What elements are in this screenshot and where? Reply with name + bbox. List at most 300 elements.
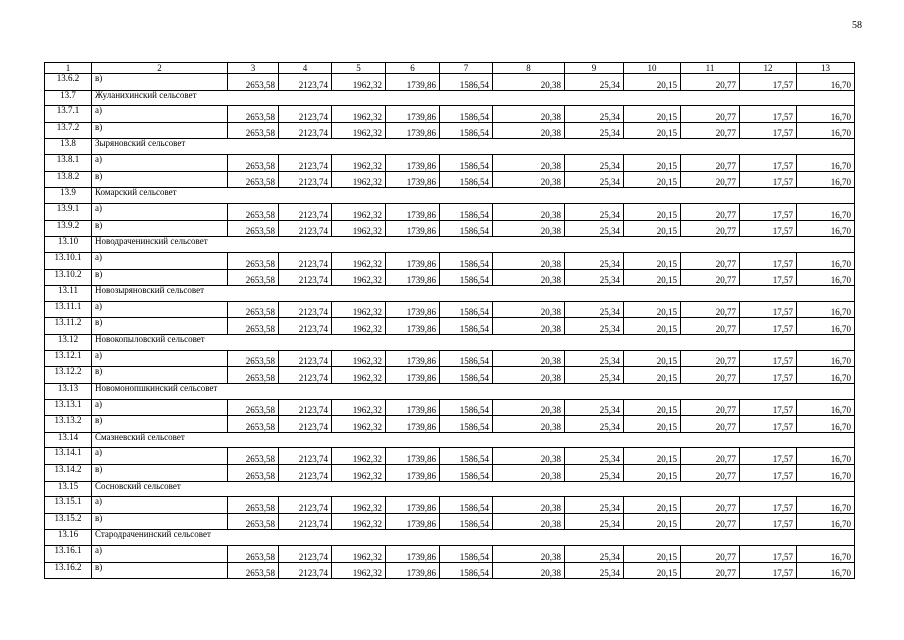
- value-cell: 1586,54: [440, 465, 493, 482]
- column-header: 6: [386, 63, 440, 74]
- value-cell: 20,77: [681, 252, 740, 269]
- value-cell: 2653,58: [228, 546, 279, 563]
- row-code: 13.13.2: [45, 416, 92, 433]
- value-cell: 1962,32: [332, 252, 386, 269]
- row-variant: в): [92, 318, 228, 335]
- value-cell: 25,34: [565, 204, 624, 221]
- value-cell: 17,57: [740, 74, 797, 91]
- row-variant: а): [92, 106, 228, 123]
- value-cell: 20,77: [681, 204, 740, 221]
- value-cell: 20,77: [681, 448, 740, 465]
- value-cell: 2123,74: [279, 562, 332, 579]
- value-cell: 2123,74: [279, 497, 332, 514]
- value-cell: 17,57: [740, 301, 797, 318]
- column-header: 9: [565, 63, 624, 74]
- value-cell: 20,15: [624, 155, 681, 172]
- value-cell: 1962,32: [332, 171, 386, 188]
- value-cell: 20,77: [681, 74, 740, 91]
- value-cell: 17,57: [740, 350, 797, 367]
- value-cell: 2653,58: [228, 562, 279, 579]
- value-cell: 1586,54: [440, 513, 493, 530]
- value-cell: 20,38: [493, 318, 565, 335]
- row-variant: в): [92, 416, 228, 433]
- table-row: [45, 497, 855, 514]
- row-variant: а): [92, 155, 228, 172]
- value-cell: 1962,32: [332, 74, 386, 91]
- table-row: [45, 301, 855, 318]
- value-cell: 17,57: [740, 367, 797, 384]
- value-cell: 20,38: [493, 122, 565, 139]
- value-cell: 25,34: [565, 367, 624, 384]
- section-row: [45, 237, 855, 253]
- column-header: 8: [493, 63, 565, 74]
- page-number: 58: [852, 20, 862, 31]
- row-variant: а): [92, 204, 228, 221]
- value-cell: 17,57: [740, 416, 797, 433]
- value-cell: 20,38: [493, 155, 565, 172]
- value-cell: 20,38: [493, 399, 565, 416]
- value-cell: 1739,86: [386, 465, 440, 482]
- value-cell: 1739,86: [386, 122, 440, 139]
- value-cell: 2123,74: [279, 546, 332, 563]
- table-row: [45, 74, 855, 91]
- table-row: [45, 367, 855, 384]
- section-code: 13.10: [45, 237, 92, 253]
- value-cell: 2653,58: [228, 155, 279, 172]
- value-cell: 16,70: [797, 448, 855, 465]
- value-cell: 25,34: [565, 252, 624, 269]
- table-row: [45, 318, 855, 335]
- value-cell: 2123,74: [279, 301, 332, 318]
- value-cell: 1962,32: [332, 122, 386, 139]
- value-cell: 25,34: [565, 546, 624, 563]
- value-cell: 20,77: [681, 367, 740, 384]
- section-row: [45, 530, 855, 546]
- row-variant: в): [92, 562, 228, 579]
- row-code: 13.7.1: [45, 106, 92, 123]
- value-cell: 20,38: [493, 546, 565, 563]
- value-cell: 1586,54: [440, 106, 493, 123]
- value-cell: 1739,86: [386, 350, 440, 367]
- value-cell: 17,57: [740, 497, 797, 514]
- value-cell: 2653,58: [228, 399, 279, 416]
- value-cell: 1739,86: [386, 448, 440, 465]
- table-row: [45, 252, 855, 269]
- row-variant: а): [92, 497, 228, 514]
- value-cell: 1586,54: [440, 204, 493, 221]
- value-cell: 20,15: [624, 252, 681, 269]
- value-cell: 16,70: [797, 204, 855, 221]
- value-cell: 1962,32: [332, 204, 386, 221]
- table-row: [45, 171, 855, 188]
- value-cell: 25,34: [565, 122, 624, 139]
- value-cell: 2123,74: [279, 318, 332, 335]
- value-cell: 20,15: [624, 122, 681, 139]
- value-cell: 16,70: [797, 513, 855, 530]
- row-variant: а): [92, 399, 228, 416]
- row-variant: а): [92, 350, 228, 367]
- value-cell: 2653,58: [228, 106, 279, 123]
- value-cell: 2123,74: [279, 155, 332, 172]
- value-cell: 2123,74: [279, 252, 332, 269]
- value-cell: 17,57: [740, 220, 797, 237]
- value-cell: 20,38: [493, 562, 565, 579]
- section-name: Сосновский сельсовет: [92, 481, 855, 497]
- value-cell: 20,38: [493, 74, 565, 91]
- row-code: 13.7.2: [45, 122, 92, 139]
- value-cell: 20,77: [681, 155, 740, 172]
- value-cell: 17,57: [740, 204, 797, 221]
- row-code: 13.11.2: [45, 318, 92, 335]
- value-cell: 1962,32: [332, 367, 386, 384]
- value-cell: 1962,32: [332, 318, 386, 335]
- value-cell: 20,38: [493, 171, 565, 188]
- table-row: [45, 513, 855, 530]
- value-cell: 1739,86: [386, 367, 440, 384]
- value-cell: 17,57: [740, 399, 797, 416]
- column-header: 10: [624, 63, 681, 74]
- value-cell: 1586,54: [440, 318, 493, 335]
- value-cell: 16,70: [797, 367, 855, 384]
- data-table: [44, 62, 855, 579]
- row-variant: в): [92, 269, 228, 286]
- value-cell: 25,34: [565, 350, 624, 367]
- row-code: 13.8.2: [45, 171, 92, 188]
- row-code: 13.12.2: [45, 367, 92, 384]
- section-code: 13.7: [45, 90, 92, 106]
- value-cell: 16,70: [797, 106, 855, 123]
- value-cell: 1739,86: [386, 318, 440, 335]
- value-cell: 16,70: [797, 465, 855, 482]
- value-cell: 1962,32: [332, 269, 386, 286]
- row-code: 13.15.2: [45, 513, 92, 530]
- value-cell: 20,77: [681, 220, 740, 237]
- value-cell: 25,34: [565, 301, 624, 318]
- value-cell: 1739,86: [386, 204, 440, 221]
- value-cell: 2123,74: [279, 269, 332, 286]
- value-cell: 2123,74: [279, 367, 332, 384]
- value-cell: 1962,32: [332, 220, 386, 237]
- value-cell: 1962,32: [332, 546, 386, 563]
- value-cell: 20,15: [624, 399, 681, 416]
- value-cell: 2123,74: [279, 171, 332, 188]
- value-cell: 20,15: [624, 367, 681, 384]
- value-cell: 25,34: [565, 465, 624, 482]
- value-cell: 16,70: [797, 171, 855, 188]
- value-cell: 25,34: [565, 106, 624, 123]
- row-variant: в): [92, 122, 228, 139]
- value-cell: 20,77: [681, 171, 740, 188]
- value-cell: 1586,54: [440, 252, 493, 269]
- value-cell: 20,77: [681, 106, 740, 123]
- value-cell: 1962,32: [332, 155, 386, 172]
- value-cell: 2653,58: [228, 318, 279, 335]
- value-cell: 20,15: [624, 448, 681, 465]
- value-cell: 1739,86: [386, 155, 440, 172]
- value-cell: 2123,74: [279, 350, 332, 367]
- value-cell: 25,34: [565, 74, 624, 91]
- value-cell: 1739,86: [386, 220, 440, 237]
- value-cell: 1586,54: [440, 301, 493, 318]
- value-cell: 20,38: [493, 269, 565, 286]
- value-cell: 20,15: [624, 204, 681, 221]
- column-header: 2: [92, 63, 228, 74]
- value-cell: 17,57: [740, 546, 797, 563]
- value-cell: 2653,58: [228, 252, 279, 269]
- value-cell: 1586,54: [440, 367, 493, 384]
- section-name: Стародраченинский сельсовет: [92, 530, 855, 546]
- row-code: 13.12.1: [45, 350, 92, 367]
- value-cell: 2123,74: [279, 220, 332, 237]
- value-cell: 20,15: [624, 171, 681, 188]
- value-cell: 1586,54: [440, 220, 493, 237]
- column-header: 5: [332, 63, 386, 74]
- value-cell: 20,15: [624, 497, 681, 514]
- value-cell: 1586,54: [440, 155, 493, 172]
- value-cell: 2653,58: [228, 122, 279, 139]
- value-cell: 25,34: [565, 220, 624, 237]
- row-variant: в): [92, 465, 228, 482]
- value-cell: 25,34: [565, 171, 624, 188]
- value-cell: 17,57: [740, 465, 797, 482]
- value-cell: 25,34: [565, 497, 624, 514]
- value-cell: 20,38: [493, 513, 565, 530]
- row-variant: в): [92, 74, 228, 91]
- section-name: Комарский сельсовет: [92, 188, 855, 204]
- value-cell: 25,34: [565, 399, 624, 416]
- value-cell: 16,70: [797, 416, 855, 433]
- table-header-row: [45, 63, 855, 74]
- row-variant: в): [92, 220, 228, 237]
- value-cell: 25,34: [565, 513, 624, 530]
- value-cell: 20,38: [493, 416, 565, 433]
- value-cell: 25,34: [565, 416, 624, 433]
- column-header: 7: [440, 63, 493, 74]
- value-cell: 2653,58: [228, 171, 279, 188]
- value-cell: 20,15: [624, 416, 681, 433]
- value-cell: 1586,54: [440, 399, 493, 416]
- value-cell: 20,38: [493, 465, 565, 482]
- value-cell: 20,77: [681, 301, 740, 318]
- section-code: 13.11: [45, 286, 92, 302]
- table-row: [45, 269, 855, 286]
- section-code: 13.16: [45, 530, 92, 546]
- value-cell: 1739,86: [386, 562, 440, 579]
- value-cell: 20,38: [493, 448, 565, 465]
- column-header: 13: [797, 63, 855, 74]
- value-cell: 2653,58: [228, 367, 279, 384]
- value-cell: 16,70: [797, 350, 855, 367]
- section-row: [45, 334, 855, 350]
- section-row: [45, 286, 855, 302]
- row-variant: а): [92, 301, 228, 318]
- value-cell: 1739,86: [386, 497, 440, 514]
- value-cell: 1586,54: [440, 74, 493, 91]
- value-cell: 1962,32: [332, 513, 386, 530]
- value-cell: 1739,86: [386, 399, 440, 416]
- table-row: [45, 448, 855, 465]
- value-cell: 16,70: [797, 318, 855, 335]
- value-cell: 25,34: [565, 318, 624, 335]
- value-cell: 20,15: [624, 513, 681, 530]
- value-cell: 17,57: [740, 252, 797, 269]
- value-cell: 20,77: [681, 465, 740, 482]
- value-cell: 20,15: [624, 546, 681, 563]
- table-row: [45, 350, 855, 367]
- value-cell: 2653,58: [228, 220, 279, 237]
- row-variant: а): [92, 546, 228, 563]
- table-row: [45, 155, 855, 172]
- section-code: 13.12: [45, 334, 92, 350]
- value-cell: 20,38: [493, 367, 565, 384]
- value-cell: 20,15: [624, 465, 681, 482]
- section-name: Новозыряновский сельсовет: [92, 286, 855, 302]
- section-code: 13.8: [45, 139, 92, 155]
- value-cell: 1962,32: [332, 106, 386, 123]
- value-cell: 2123,74: [279, 448, 332, 465]
- table-row: [45, 465, 855, 482]
- value-cell: 16,70: [797, 497, 855, 514]
- value-cell: 20,38: [493, 350, 565, 367]
- table-row: [45, 122, 855, 139]
- value-cell: 1586,54: [440, 416, 493, 433]
- value-cell: 2653,58: [228, 74, 279, 91]
- row-code: 13.9.2: [45, 220, 92, 237]
- value-cell: 1739,86: [386, 74, 440, 91]
- value-cell: 2653,58: [228, 465, 279, 482]
- row-code: 13.16.1: [45, 546, 92, 563]
- row-code: 13.9.1: [45, 204, 92, 221]
- section-row: [45, 90, 855, 106]
- section-code: 13.14: [45, 432, 92, 448]
- value-cell: 16,70: [797, 122, 855, 139]
- value-cell: 17,57: [740, 318, 797, 335]
- value-cell: 20,38: [493, 106, 565, 123]
- value-cell: 25,34: [565, 448, 624, 465]
- section-code: 13.9: [45, 188, 92, 204]
- value-cell: 20,38: [493, 220, 565, 237]
- value-cell: 2653,58: [228, 350, 279, 367]
- value-cell: 16,70: [797, 252, 855, 269]
- value-cell: 2653,58: [228, 204, 279, 221]
- value-cell: 1739,86: [386, 252, 440, 269]
- section-code: 13.13: [45, 383, 92, 399]
- column-header: 4: [279, 63, 332, 74]
- value-cell: 16,70: [797, 562, 855, 579]
- value-cell: 2123,74: [279, 513, 332, 530]
- value-cell: 1586,54: [440, 350, 493, 367]
- value-cell: 20,38: [493, 204, 565, 221]
- value-cell: 2123,74: [279, 399, 332, 416]
- value-cell: 25,34: [565, 269, 624, 286]
- value-cell: 1586,54: [440, 448, 493, 465]
- value-cell: 1586,54: [440, 122, 493, 139]
- value-cell: 2653,58: [228, 448, 279, 465]
- value-cell: 1586,54: [440, 546, 493, 563]
- value-cell: 20,15: [624, 74, 681, 91]
- section-row: [45, 188, 855, 204]
- section-name: Жуланихинский сельсовет: [92, 90, 855, 106]
- value-cell: 1739,86: [386, 301, 440, 318]
- value-cell: 1962,32: [332, 416, 386, 433]
- value-cell: 17,57: [740, 106, 797, 123]
- value-cell: 20,77: [681, 513, 740, 530]
- value-cell: 20,15: [624, 301, 681, 318]
- row-code: 13.6.2: [45, 74, 92, 91]
- row-code: 13.14.1: [45, 448, 92, 465]
- value-cell: 1962,32: [332, 497, 386, 514]
- value-cell: 1739,86: [386, 416, 440, 433]
- value-cell: 1586,54: [440, 497, 493, 514]
- value-cell: 20,77: [681, 416, 740, 433]
- value-cell: 17,57: [740, 122, 797, 139]
- section-name: Новокопыловский сельсовет: [92, 334, 855, 350]
- row-code: 13.10.2: [45, 269, 92, 286]
- value-cell: 20,77: [681, 269, 740, 286]
- section-row: [45, 481, 855, 497]
- column-header: 12: [740, 63, 797, 74]
- value-cell: 16,70: [797, 301, 855, 318]
- value-cell: 1739,86: [386, 546, 440, 563]
- row-variant: в): [92, 367, 228, 384]
- row-code: 13.15.1: [45, 497, 92, 514]
- table-row: [45, 220, 855, 237]
- value-cell: 1586,54: [440, 269, 493, 286]
- value-cell: 20,77: [681, 318, 740, 335]
- value-cell: 2123,74: [279, 106, 332, 123]
- value-cell: 20,15: [624, 106, 681, 123]
- value-cell: 1962,32: [332, 448, 386, 465]
- value-cell: 25,34: [565, 562, 624, 579]
- value-cell: 17,57: [740, 171, 797, 188]
- value-cell: 1739,86: [386, 171, 440, 188]
- value-cell: 1962,32: [332, 301, 386, 318]
- value-cell: 1962,32: [332, 465, 386, 482]
- row-code: 13.11.1: [45, 301, 92, 318]
- value-cell: 17,57: [740, 513, 797, 530]
- value-cell: 2123,74: [279, 416, 332, 433]
- value-cell: 2653,58: [228, 497, 279, 514]
- value-cell: 16,70: [797, 269, 855, 286]
- value-cell: 20,38: [493, 301, 565, 318]
- value-cell: 25,34: [565, 155, 624, 172]
- value-cell: 16,70: [797, 220, 855, 237]
- section-row: [45, 432, 855, 448]
- value-cell: 20,38: [493, 497, 565, 514]
- value-cell: 20,15: [624, 318, 681, 335]
- value-cell: 20,15: [624, 220, 681, 237]
- value-cell: 20,38: [493, 252, 565, 269]
- section-name: Новомонопшкинский сельсовет: [92, 383, 855, 399]
- value-cell: 17,57: [740, 155, 797, 172]
- value-cell: 16,70: [797, 74, 855, 91]
- section-name: Новодраченинский сельсовет: [92, 237, 855, 253]
- value-cell: 20,77: [681, 122, 740, 139]
- value-cell: 1962,32: [332, 399, 386, 416]
- value-cell: 2653,58: [228, 301, 279, 318]
- table-body: [45, 63, 855, 579]
- value-cell: 17,57: [740, 269, 797, 286]
- value-cell: 1962,32: [332, 350, 386, 367]
- value-cell: 20,77: [681, 350, 740, 367]
- value-cell: 20,77: [681, 497, 740, 514]
- value-cell: 20,77: [681, 546, 740, 563]
- section-row: [45, 139, 855, 155]
- row-code: 13.10.1: [45, 252, 92, 269]
- row-variant: в): [92, 171, 228, 188]
- section-name: Зыряновский сельсовет: [92, 139, 855, 155]
- value-cell: 1739,86: [386, 513, 440, 530]
